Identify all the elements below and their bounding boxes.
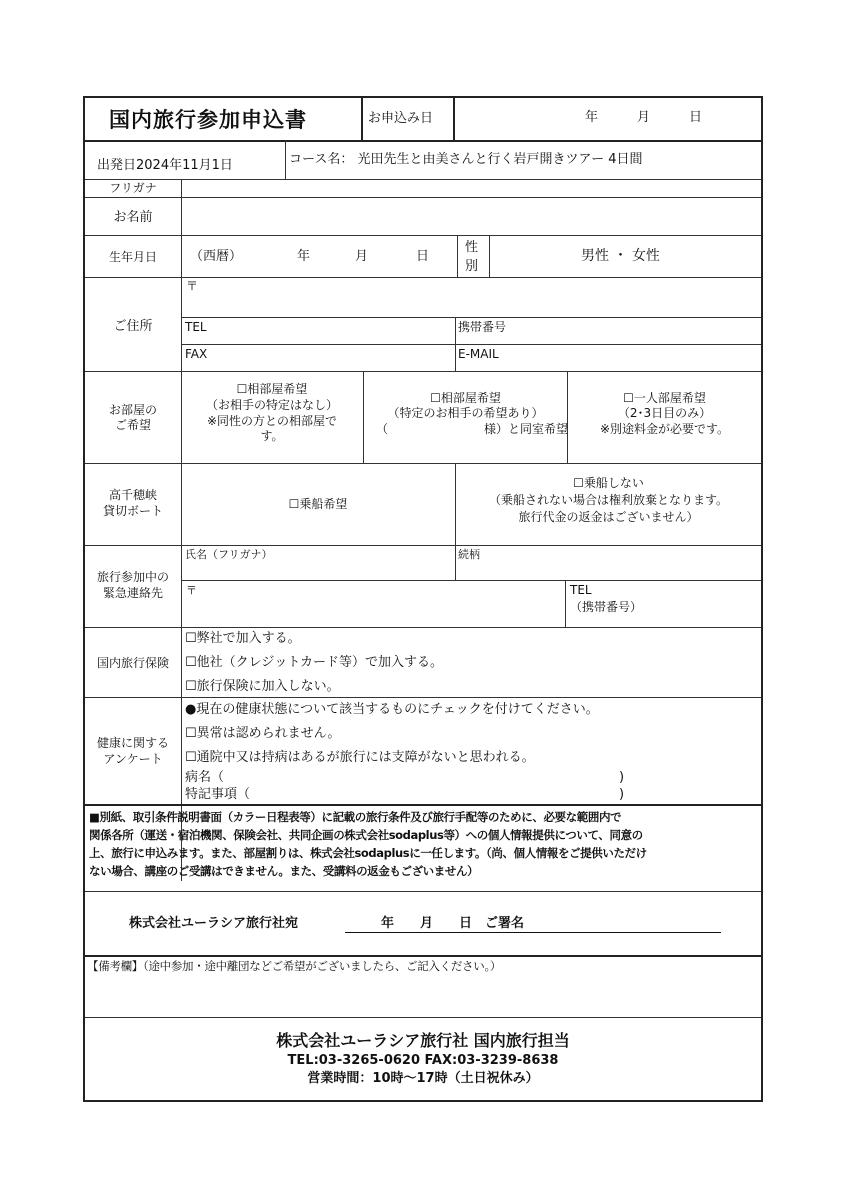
signature-label: ご署名 <box>485 916 525 931</box>
room-option-partner-title[interactable]: ☐相部屋希望 <box>430 391 501 405</box>
health-disease-label[interactable]: 病名（ <box>185 770 225 785</box>
health-disease-close: ) <box>619 770 625 785</box>
health-label-top: 健康に関する <box>96 736 169 750</box>
furigana-field[interactable] <box>182 180 761 197</box>
birth-month-label[interactable]: 月 <box>355 249 369 264</box>
footer-tel-fax: TEL:03-3265-0620 FAX:03-3239-8638 <box>287 1053 559 1068</box>
emergency-relation-field[interactable] <box>456 546 761 580</box>
birth-year-label[interactable]: 年 <box>297 249 311 264</box>
room-label-bottom: ご希望 <box>114 418 151 432</box>
emergency-address-field[interactable] <box>182 581 564 625</box>
sex-label-top: 性 <box>465 240 479 255</box>
room-label-top: お部屋の <box>108 403 157 417</box>
health-option-condition[interactable]: ☐通院中又は持病はあるが旅行には支障がないと思われる。 <box>185 750 535 765</box>
boat-option-board[interactable]: ☐乗船希望 <box>288 497 348 511</box>
address-tel-label: TEL <box>185 320 207 334</box>
room-option-shared[interactable] <box>182 374 362 462</box>
address-email-label: E-MAIL <box>458 347 499 361</box>
insurance-option-other[interactable]: ☐他社（クレジットカード等）で加入する。 <box>185 655 443 670</box>
room-option-partner[interactable] <box>364 374 567 462</box>
apply-date-field[interactable]: 年 月 日 <box>585 110 703 125</box>
address-postal-mark: 〒 <box>186 279 199 293</box>
application-form <box>83 96 763 1102</box>
birth-date-label: 生年月日 <box>108 250 157 264</box>
emergency-label-top: 旅行参加中の <box>96 570 169 584</box>
emergency-postal-mark: 〒 <box>186 584 197 597</box>
consent-line-2: 関係各所（運送・宿泊機関、保険会社、共同企画の株式会社sodaplus等）への個人情報提供について、同意の <box>89 828 643 842</box>
emergency-name-label: 氏名（フリガナ） <box>185 548 273 561</box>
health-notes-close: ) <box>619 787 625 802</box>
boat-label-top: 高千穂峡 <box>108 488 157 502</box>
room-option-shared-note2: ※同性の方との相部屋で <box>206 414 338 428</box>
boat-option-no-board-title[interactable]: ☐乗船しない <box>573 476 644 490</box>
name-label: お名前 <box>113 210 153 225</box>
emergency-name-field[interactable] <box>182 546 454 580</box>
address-field[interactable] <box>182 278 761 316</box>
signature-field[interactable] <box>345 910 721 932</box>
insurance-option-none[interactable]: ☐旅行保険に加入しない。 <box>185 679 340 694</box>
health-notes-label[interactable]: 特記事項（ <box>185 787 251 802</box>
room-option-partner-note2[interactable]: （ 様）と同室希望 <box>376 422 569 436</box>
course-name: コース名： 光田先生と由美さんと行く岩戸開きツアー 4日間 <box>289 152 643 167</box>
room-option-shared-note3: す。 <box>260 429 284 443</box>
insurance-option-ours[interactable]: ☐弊社で加入する。 <box>185 631 301 646</box>
emergency-label-bottom: 緊急連絡先 <box>102 586 163 600</box>
signature-addressee: 株式会社ユーラシア旅行社宛 <box>129 916 299 931</box>
emergency-relation-label: 続柄 <box>458 548 480 561</box>
remarks-field[interactable] <box>85 976 761 1016</box>
health-label-bottom: アンケート <box>103 752 163 766</box>
consent-line-1: ■別紙、取引条件説明書面（カラー日程表等）に記載の旅行条件及び旅行手配等のために、必要な範囲内で <box>89 810 622 824</box>
form-title: 国内旅行参加申込書 <box>109 108 307 132</box>
birth-day-label[interactable]: 日 <box>416 249 430 264</box>
address-label: ご住所 <box>113 319 153 334</box>
health-option-normal[interactable]: ☐異常は認められません。 <box>185 726 341 741</box>
boat-label-bottom: 貸切ボート <box>102 504 163 518</box>
consent-line-3: 上、旅行に申込みます。また、部屋割りは、株式会社sodaplusに一任します。（尚、個人情報をご提供いただけ <box>89 846 647 860</box>
room-option-single-title[interactable]: ☐一人部屋希望 <box>623 391 706 405</box>
room-option-single-note1: （2･3日目のみ） <box>617 406 712 420</box>
furigana-label: フリガナ <box>109 181 157 195</box>
sex-options[interactable]: 男性 ・ 女性 <box>581 248 660 264</box>
room-option-shared-note1: （お相手の特定はなし） <box>205 398 338 412</box>
boat-option-no-board[interactable] <box>456 466 761 542</box>
sex-label-bottom: 別 <box>465 259 479 274</box>
room-option-single-note2: ※別途料金が必要です。 <box>599 422 730 436</box>
address-mobile-label: 携帯番号 <box>458 320 507 334</box>
boat-option-no-board-note2: 旅行代金の返金はございません） <box>518 510 699 524</box>
insurance-label: 国内旅行保険 <box>96 656 169 670</box>
boat-option-no-board-note1: （乗船されない場合は権利放棄となります。 <box>488 493 729 507</box>
signature-date[interactable]: 年 月 日 <box>381 916 473 931</box>
footer-company: 株式会社ユーラシア旅行社 国内旅行担当 <box>276 1031 570 1050</box>
address-fax-label: FAX <box>185 347 208 361</box>
footer-hours: 営業時間：10時～17時（土日祝休み） <box>307 1071 539 1086</box>
room-option-single[interactable] <box>568 374 761 462</box>
room-option-shared-title[interactable]: ☐相部屋希望 <box>236 382 308 396</box>
consent-line-4: ない場合、講座のご受講はできません。また、受講料の返金もございません） <box>89 864 479 878</box>
departure-date: 出発日2024年11月1日 <box>97 158 233 173</box>
room-option-partner-note1: （特定のお相手の希望あり） <box>387 406 544 420</box>
birth-era: （西暦） <box>190 249 243 264</box>
emergency-mobile-label: （携帯番号） <box>570 600 643 614</box>
remarks-label: 【備考欄】（途中参加・途中離団などご希望がございましたら、ご記入ください。） <box>87 959 502 973</box>
emergency-tel-label: TEL <box>570 583 592 597</box>
name-field[interactable] <box>182 198 761 234</box>
apply-date-label: お申込み日 <box>368 111 434 126</box>
health-intro: ●現在の健康状態について該当するものにチェックを付けてください。 <box>185 702 599 717</box>
